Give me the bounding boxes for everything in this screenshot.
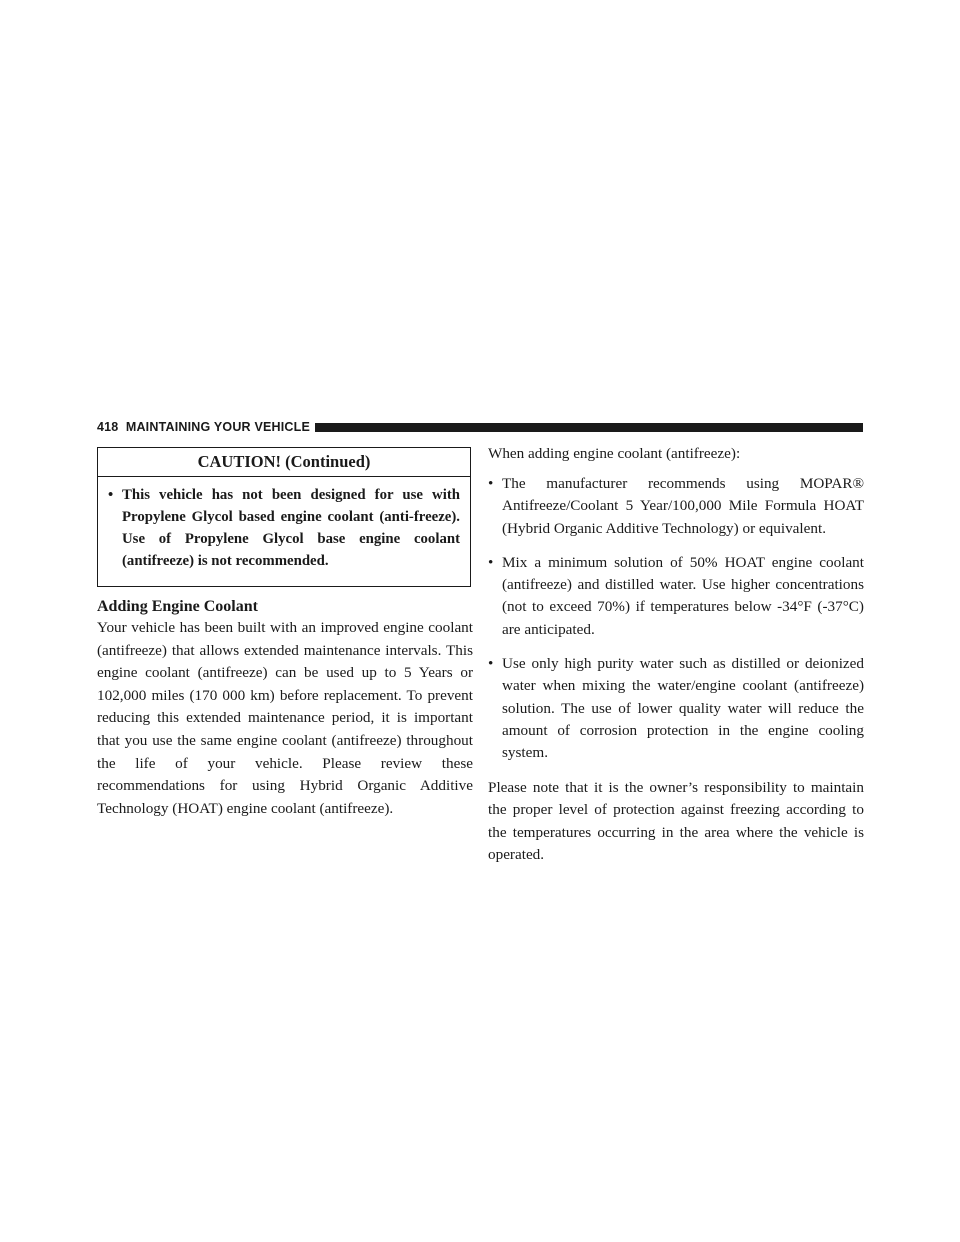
caution-box	[97, 447, 471, 587]
header-rule	[315, 423, 863, 432]
caution-body	[98, 477, 470, 586]
recommendation-list	[488, 473, 864, 765]
list-item	[488, 473, 864, 540]
bullet-icon: •	[488, 655, 494, 673]
bullet-icon: •	[108, 487, 114, 503]
list-item-text: The manufacturer recommends using MOPAR® Antifreeze/Coolant 5 Year/100,000 Mile Formula HOAT (Hybrid Organic Additive Technology) or equivalent.	[502, 475, 864, 537]
section-title: MAINTAINING YOUR VEHICLE	[125, 420, 311, 434]
list-item	[488, 552, 864, 641]
left-column	[97, 447, 473, 820]
page-number: 418	[97, 420, 119, 434]
page-header-text	[97, 420, 310, 434]
caution-item-text: This vehicle has not been designed for use with Propylene Glycol based engine coolant (anti-freeze). Use of Propylene Glycol base engine coolant (antifreeze) is not recommended.	[122, 487, 460, 569]
body-paragraph: Your vehicle has been built with an improved engine coolant (antifreeze) that allows extended maintenance intervals. This engine coolant (antifreeze) can be used up to 5 Years or 102,000 miles (170 000 km) before replacement. To prevent reducing this extended maintenance period, it is important that you use the same engine coolant (antifreeze) throughout the life of your vehicle. Please review these recommendations for using Hybrid Organic Additive Technology (HOAT) engine coolant (antifreeze).	[97, 619, 473, 817]
bullet-icon: •	[488, 475, 494, 492]
caution-title: CAUTION! (Continued)	[98, 448, 470, 477]
section-heading: Adding Engine Coolant	[97, 598, 258, 615]
owner-responsibility-note: Please note that it is the owner’s responsibility to maintain the proper level of protection against freezing according to the temperatures occurring in the area where the vehicle is operated.	[488, 778, 864, 864]
list-item-text: Use only high purity water such as distilled or deionized water when mixing the water/engine coolant (antifreeze) solution. The use of lower quality water will reduce the amount of corrosion protection in the engine cooling system.	[502, 655, 864, 762]
list-intro: When adding engine coolant (antifreeze):	[488, 445, 741, 462]
list-item	[488, 653, 864, 764]
bullet-icon: •	[488, 553, 494, 571]
list-item-text: Mix a minimum solution of 50% HOAT engine coolant (antifreeze) and distilled water. Use higher concentrations (not to exceed 70%) if temperatures below -34°F (-37°C) are anticipated.	[502, 553, 864, 638]
page-header	[97, 419, 863, 435]
caution-item	[108, 484, 460, 572]
right-column	[488, 443, 864, 867]
